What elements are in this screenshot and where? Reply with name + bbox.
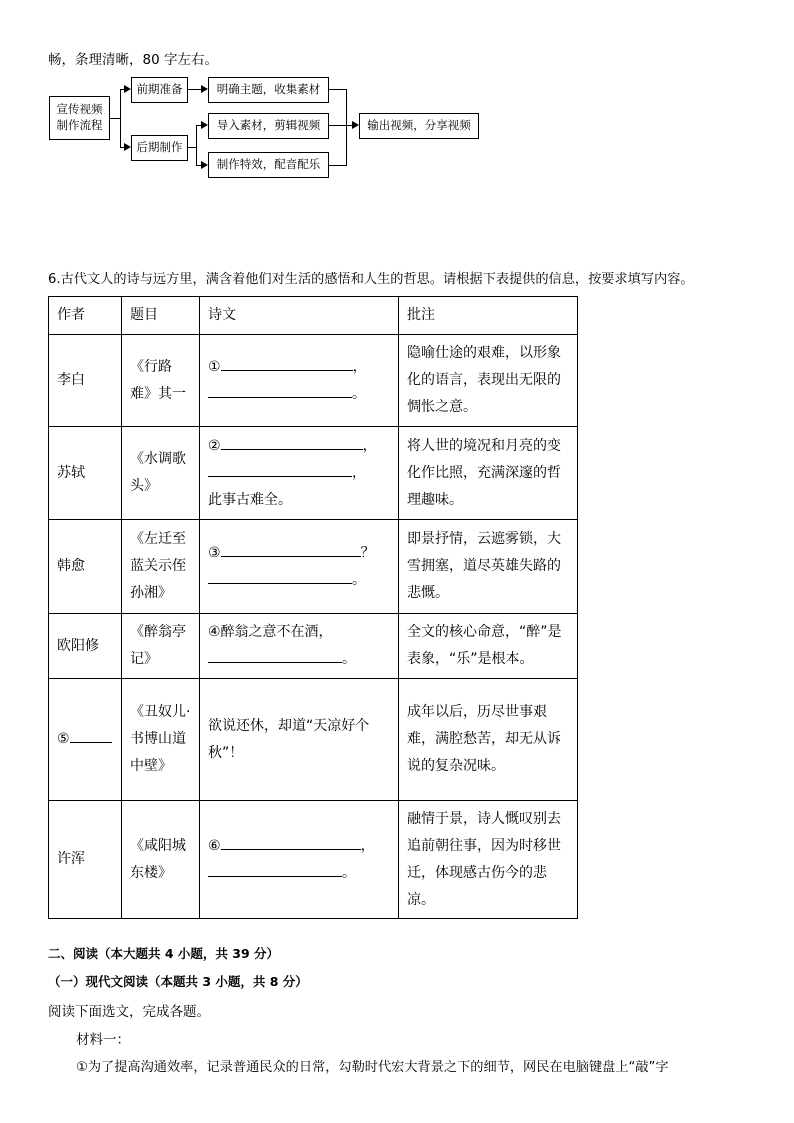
author-cell: 欧阳修 (49, 614, 122, 679)
author-cell: 苏轼 (49, 427, 122, 520)
title-cell: 《醉翁亭记》 (122, 614, 200, 679)
answer-blank[interactable] (70, 727, 112, 743)
answer-blank[interactable] (208, 461, 352, 477)
flowchart-step1-box (208, 77, 329, 103)
flowchart-step3-box (208, 152, 329, 178)
poem-cell: 欲说还休，却道“天凉好个秋”！ (200, 679, 399, 801)
note-cell: 成年以后，历尽世事艰难，满腔愁苦，却无从诉说的复杂况味。 (399, 679, 578, 801)
section-2-heading: 二、阅读（本大题共 4 小题，共 39 分） (48, 946, 280, 961)
answer-blank[interactable] (208, 568, 352, 584)
poem-cell: ② ， ， 此事古难全。 (200, 427, 399, 520)
question-6-prompt: 6.古代文人的诗与远方里，满含着他们对生活的感悟和人生的哲思。请根据下表提供的信息，按要求填写内容。 (48, 272, 694, 287)
title-cell: 《行路难》其一 (122, 335, 200, 427)
flowchart-output-label: 输出视频，分享视频 (367, 118, 471, 133)
material-text: ①为了提高沟通效率，记录普通民众的日常，勾勒时代宏大背景之下的细节，网民在电脑键盘上“敲”字 (76, 1060, 669, 1075)
table-row (49, 679, 578, 801)
author-cell: ⑤ (49, 679, 122, 801)
reading-instruction: 阅读下面选文，完成各题。 (48, 1004, 210, 1020)
poem-cell: ③ ？ 。 (200, 520, 399, 614)
answer-blank[interactable] (208, 647, 342, 663)
flowchart-step2-label: 导入素材，剪辑视频 (216, 118, 321, 133)
flowchart-output-box (359, 113, 479, 139)
header-note: 批注 (399, 297, 578, 335)
poem-cell: ① ， 。 (200, 335, 399, 427)
table-row (49, 427, 578, 520)
flowchart-post-box (131, 135, 188, 161)
flowchart-step2-box (208, 113, 329, 139)
title-cell: 《咸阳城东楼》 (122, 801, 200, 919)
subsection-1-heading: （一）现代文阅读（本题共 3 小题，共 8 分） (48, 974, 308, 989)
table-row (49, 801, 578, 919)
note-cell: 即景抒情，云遮雾锁，大雪拥塞，道尽英雄失路的悲慨。 (399, 520, 578, 614)
header-author: 作者 (49, 297, 122, 335)
title-cell: 《丑奴儿·书博山道中壁》 (122, 679, 200, 801)
author-cell: 李白 (49, 335, 122, 427)
author-cell: 许浑 (49, 801, 122, 919)
author-cell: 韩愈 (49, 520, 122, 614)
note-cell: 将人世的境况和月亮的变化作比照，充满深邃的哲理趣味。 (399, 427, 578, 520)
flowchart-root-box (49, 96, 110, 140)
flowchart-pre-box (131, 77, 188, 103)
poem-cell: ④醉翁之意不在酒， 。 (200, 614, 399, 679)
header-title: 题目 (122, 297, 200, 335)
title-cell: 《水调歌头》 (122, 427, 200, 520)
answer-blank[interactable] (208, 382, 352, 398)
flowchart-root-label: 宣传视频制作流程 (56, 102, 103, 132)
answer-blank[interactable] (221, 834, 361, 850)
intro-tail-text: 畅，条理清晰，80 字左右。 (48, 52, 218, 68)
note-cell: 隐喻仕途的艰难，以形象化的语言，表现出无限的惆怅之意。 (399, 335, 578, 427)
poem-cell: ⑥ ， 。 (200, 801, 399, 919)
material-label: 材料一： (76, 1032, 130, 1048)
note-cell: 融情于景，诗人慨叹别去追前朝往事，因为时移世迁，体现感古伤今的悲凉。 (399, 801, 578, 919)
table-row (49, 520, 578, 614)
answer-blank[interactable] (221, 434, 363, 450)
table-header-row (49, 297, 578, 335)
header-poem: 诗文 (200, 297, 399, 335)
flowchart-post-label: 后期制作 (136, 140, 183, 155)
table-row (49, 335, 578, 427)
flowchart-step1-label: 明确主题，收集素材 (216, 82, 321, 97)
answer-blank[interactable] (208, 861, 342, 877)
title-cell: 《左迁至蓝关示侄孙湘》 (122, 520, 200, 614)
note-cell: 全文的核心命意，“醉”是表象，“乐”是根本。 (399, 614, 578, 679)
poem-table (48, 296, 578, 919)
table-row (49, 614, 578, 679)
flowchart-step3-label: 制作特效，配音配乐 (216, 157, 321, 172)
answer-blank[interactable] (221, 355, 353, 371)
flowchart-pre-label: 前期准备 (136, 82, 183, 97)
answer-blank[interactable] (221, 541, 361, 557)
